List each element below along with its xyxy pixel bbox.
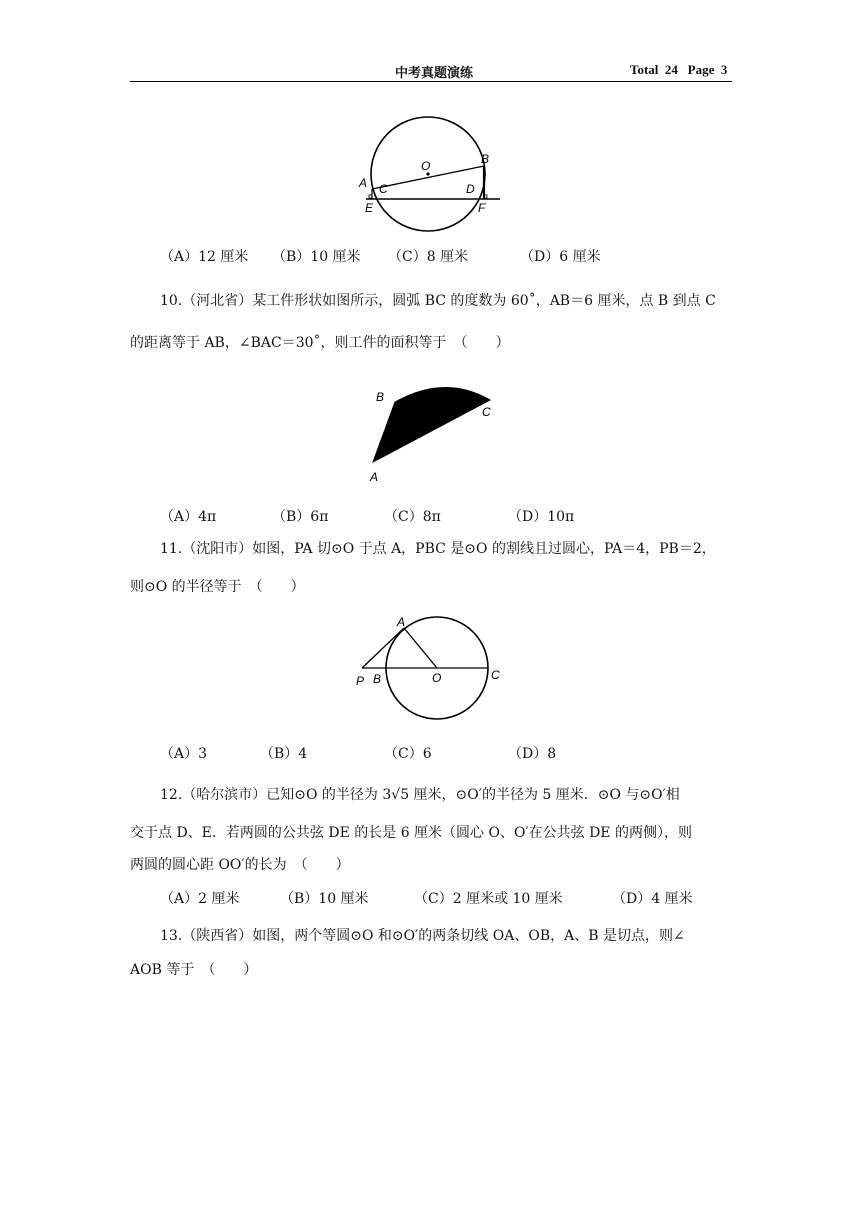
fig9-label-o: O [421,159,431,173]
header-page-info: Total 24 Page 3 [630,62,728,77]
q11-text-line2: 则⊙O 的半径等于 （ ） [130,579,305,595]
q12-option-c: （C）2 厘米或 10 厘米 [414,891,563,907]
q10-option-a: （A）4π [160,509,217,525]
fig11-label-o: O [432,671,442,685]
fig11-label-b: B [373,672,382,686]
q13-text-line2: AOB 等于 （ ） [130,962,258,978]
q12-option-a: （A）2 厘米 [160,891,240,907]
q11-option-a: （A）3 [160,746,208,762]
q11-option-c: （C）6 [384,746,432,762]
fig9-label-c: C [379,182,388,196]
q13-text-line1: 13.（陕西省）如图，两个等圆⊙O 和⊙O′的两条切线 OA、OB，A、B 是切点，则∠ [160,928,685,944]
fig10-label-b: B [376,390,385,404]
figure-q9 [350,110,520,235]
fig11-tangent-pa [362,628,404,668]
fig9-label-d: D [466,182,475,196]
q11-option-d: （D）8 [508,746,557,762]
q9-option-a: （A）12 厘米 [160,249,249,265]
q10-text-line2: 的距离等于 AB，∠BAC＝30˚，则工件的面积等于 （ ） [130,335,510,351]
fig9-label-f: F [478,201,486,215]
q10-option-b: （B）6π [272,509,329,525]
fig11-label-a: A [397,615,406,629]
q12-text-line3: 两圆的圆心距 OO′的长为 （ ） [130,857,350,873]
q11-text-line1: 11.（沈阳市）如图，PA 切⊙O 于点 A，PBC 是⊙O 的割线且过圆心，PA＝4，PB＝2， [160,541,716,557]
q10-text-line1: 10.（河北省）某工件形状如图所示，圆弧 BC 的度数为 60˚，AB＝6 厘米，点 B 到点 C [160,293,716,309]
fig11-label-c: C [491,668,500,682]
fig11-label-p: P [356,674,365,688]
q10-option-c: （C）8π [384,509,441,525]
q11-option-b: （B）4 [260,746,308,762]
q10-option-d: （D）10π [508,509,575,525]
figure-q10 [360,380,510,485]
header-title: 中考真题演练 [395,66,474,81]
header-rule [130,81,732,82]
fig10-shape [373,387,490,462]
fig9-label-b: B [481,152,490,166]
fig11-radius-oa [404,628,437,668]
fig9-label-a: A [359,176,368,190]
q9-option-c: （C）8 厘米 [388,249,469,265]
fig10-label-a: A [370,470,379,484]
q12-option-d: （D）4 厘米 [612,891,693,907]
q9-option-b: （B）10 厘米 [272,249,361,265]
q12-text-line1: 12.（哈尔滨市）已知⊙O 的半径为 3√5 厘米，⊙O′的半径为 5 厘米．⊙O 与⊙O′相 [160,787,680,803]
q12-text-line2: 交于点 D、E．若两圆的公共弦 DE 的长是 6 厘米（圆心 O、O′在公共弦 DE 的两侧），则 [130,825,692,841]
q12-option-b: （B）10 厘米 [280,891,369,907]
fig9-label-e: E [365,201,374,215]
fig10-label-c: C [482,405,491,419]
figure-q11 [352,612,512,724]
q9-option-d: （D）6 厘米 [520,249,601,265]
